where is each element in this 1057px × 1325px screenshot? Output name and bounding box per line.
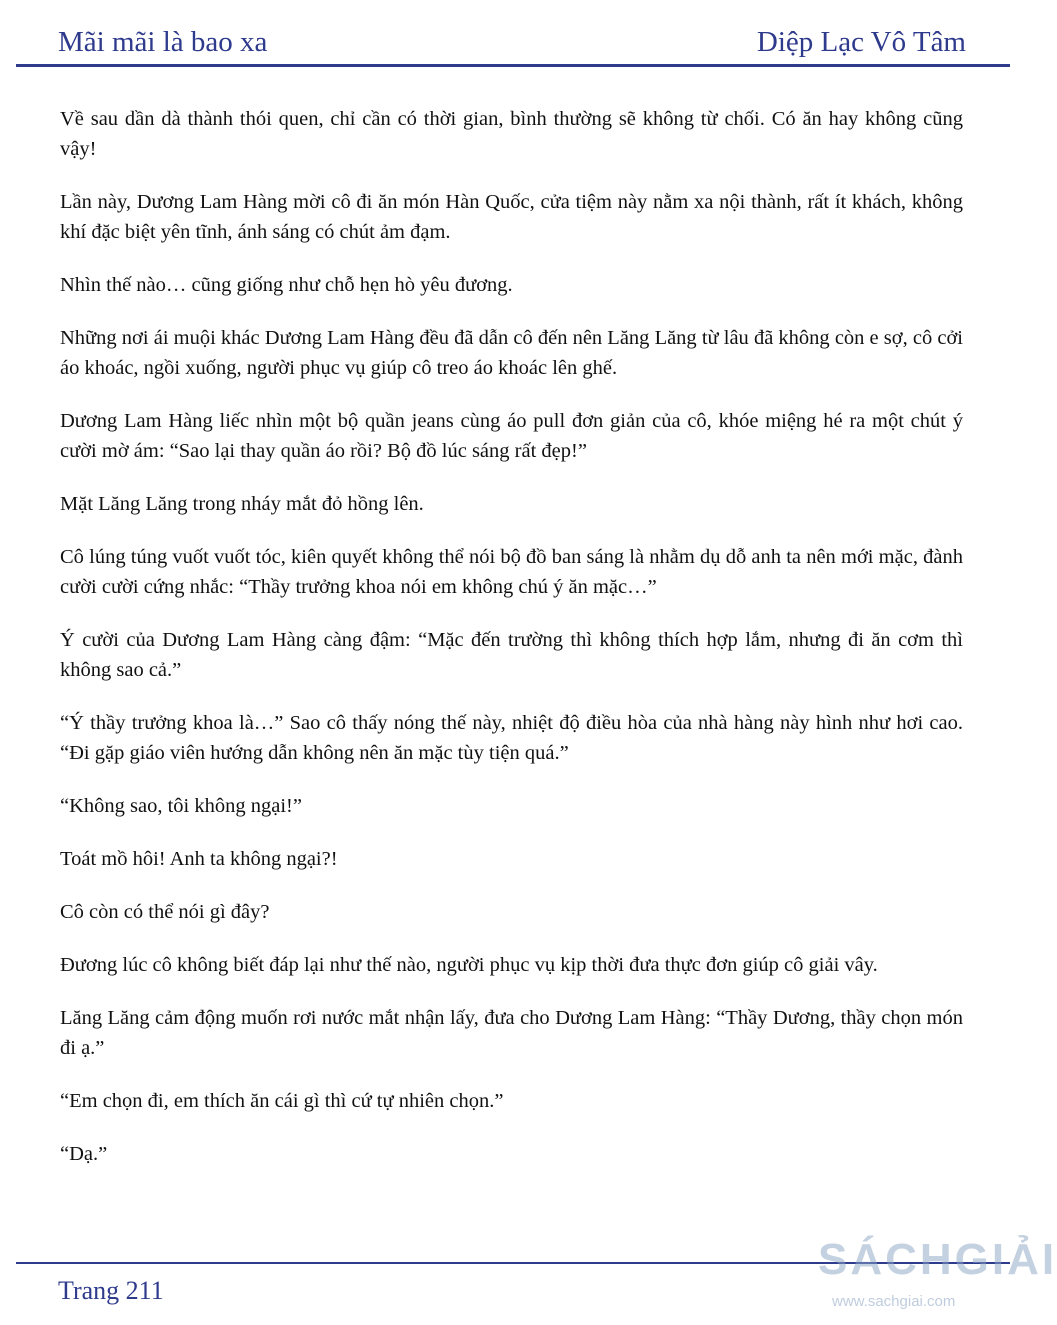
paragraph: Mặt Lăng Lăng trong nháy mắt đỏ hồng lên.: [60, 493, 424, 515]
paragraph: Ý cười của Dương Lam Hàng càng đậm: “Mặc đến trường thì không thích hợp lắm, nhưng đi ăn cơm thì không sao cả.”: [60, 629, 963, 681]
paragraph: Lăng Lăng cảm động muốn rơi nước mắt nhận lấy, đưa cho Dương Lam Hàng: “Thầy Dương, thầy chọn món đi ạ.”: [60, 1007, 963, 1059]
paragraph: Về sau dần dà thành thói quen, chỉ cần có thời gian, bình thường sẽ không từ chối. Có ăn hay không cũng vậy!: [60, 108, 963, 160]
paragraph: “Ý thầy trưởng khoa là…” Sao cô thấy nóng thế này, nhiệt độ điều hòa của nhà hàng này hình như hơi cao. “Đi gặp giáo viên hướng dẫn không nên ăn mặc tùy tiện quá.”: [60, 712, 963, 764]
watermark-url: www.sachgiai.com: [832, 1293, 956, 1310]
page-header: [0, 0, 1024, 66]
watermark-logo: [812, 1230, 1057, 1322]
paragraph: Nhìn thế nào… cũng giống như chỗ hẹn hò yêu đương.: [60, 274, 513, 296]
paragraph: “Dạ.”: [60, 1143, 108, 1165]
paragraph: “Em chọn đi, em thích ăn cái gì thì cứ tự nhiên chọn.”: [60, 1090, 504, 1112]
book-title: Mãi mãi là bao xa: [58, 26, 268, 58]
page-number: Trang 211: [58, 1276, 164, 1305]
watermark-logo-text: SÁCHGIẢI: [818, 1235, 1057, 1284]
paragraph: Cô lúng túng vuốt vuốt tóc, kiên quyết không thể nói bộ đồ ban sáng là nhằm dụ dỗ anh ta nên mới mặc, đành cười cười cứng nhắc: “Thầy trưởng khoa nói em không chú ý ăn mặc…”: [60, 546, 963, 598]
paragraph: Dương Lam Hàng liếc nhìn một bộ quần jeans cùng áo pull đơn giản của cô, khóe miệng hé ra một chút ý cười mờ ám: “Sao lại thay quần áo rồi? Bộ đồ lúc sáng rất đẹp!”: [60, 410, 963, 462]
paragraph: Cô còn có thể nói gì đây?: [60, 901, 270, 923]
paragraph: “Không sao, tôi không ngại!”: [60, 795, 302, 817]
paragraph: Đương lúc cô không biết đáp lại như thế nào, người phục vụ kịp thời đưa thực đơn giúp cô giải vây.: [60, 954, 878, 976]
header-divider: [16, 64, 1010, 67]
paragraph: Những nơi ái muội khác Dương Lam Hàng đều đã dẫn cô đến nên Lăng Lăng từ lâu đã không còn e sợ, cô cởi áo khoác, ngồi xuống, người phục vụ giúp cô treo áo khoác lên ghế.: [60, 327, 963, 379]
author-name: Diệp Lạc Vô Tâm: [756, 26, 966, 58]
paragraph: Toát mồ hôi! Anh ta không ngại?!: [60, 848, 338, 870]
page-body: [60, 104, 963, 1192]
paragraph: Lần này, Dương Lam Hàng mời cô đi ăn món Hàn Quốc, cửa tiệm này nằm xa nội thành, rất ít khách, không khí đặc biệt yên tĩnh, ánh sáng có chút ảm đạm.: [60, 191, 963, 243]
